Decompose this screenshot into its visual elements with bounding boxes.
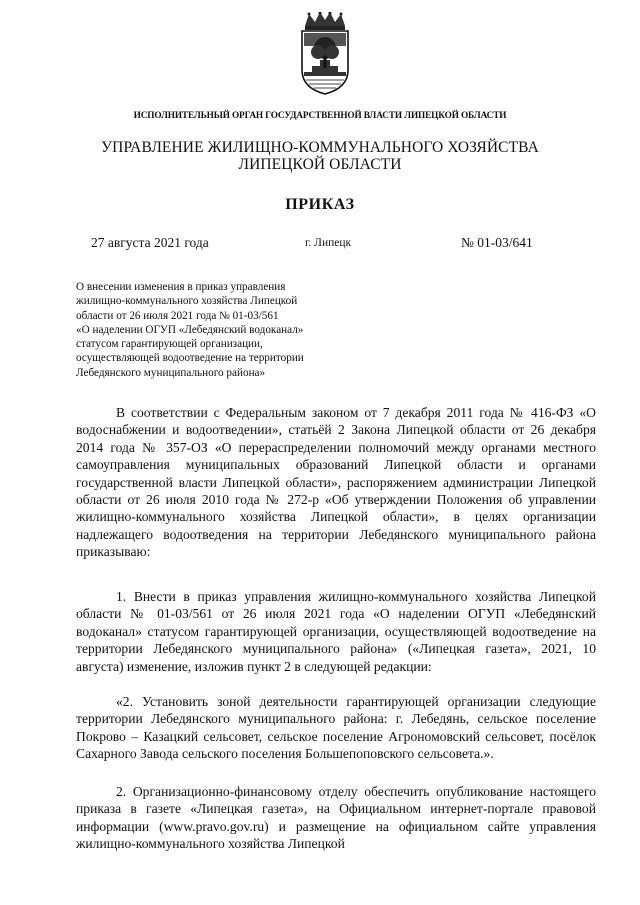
item-1-quote-paragraph — [76, 693, 596, 763]
order-date: 27 августа 2021 года — [91, 235, 209, 250]
subject-line: жилищно-коммунального хозяйства Липецкой — [76, 295, 298, 308]
subject-line: осуществляющей водоотведение на территории — [76, 352, 304, 365]
subject-line: О внесении изменения в приказ управления — [76, 281, 286, 293]
preamble-text: В соответствии с Федеральным законом от 7 декабря 2011 года № 416-ФЗ «О водоснабжении и водоотведении», статьёй 2 Закона Липецкой области от 26 декабря 2014 года № 357-ОЗ «О перераспределении полномочий между органами местного самоуправления муниципальных образований Липецкой области и органами государственной власти Липецкой области», распоряжением администрации Липецкой области от 26 июля 2010 года № 272-р «Об утверждении Положения об управлении жилищно-коммунального хозяйства Липецкой области», в целях организации надлежащего водоотведения на территории Лебедянского муниципального района приказываю: — [76, 405, 596, 560]
item-1-paragraph — [76, 588, 596, 675]
order-subject — [76, 280, 376, 380]
department-line-2: ЛИПЕЦКОЙ ОБЛАСТИ — [238, 156, 402, 173]
authority-name: ИСПОЛНИТЕЛЬНЫЙ ОРГАН ГОСУДАРСТВЕННОЙ ВЛАСТИ ЛИПЕЦКОЙ ОБЛАСТИ — [133, 111, 507, 121]
subject-line: «О наделении ОГУП «Лебедянский водоканал» — [76, 323, 304, 336]
preamble-paragraph — [76, 404, 596, 561]
item-2-paragraph — [76, 783, 596, 853]
order-city: г. Липецк — [305, 237, 352, 249]
document-title: ПРИКАЗ — [285, 196, 355, 213]
coat-of-arms-icon — [298, 12, 352, 96]
department-name — [0, 139, 640, 173]
subject-line: области от 26 июля 2021 года № 01-03/561 — [76, 309, 279, 322]
subject-line: статусом гарантирующей организации, — [76, 338, 263, 351]
item-1-quote-text: «2. Установить зоной деятельности гарантирующей организации следующие территории Лебедянского муниципального района: г. Лебедянь, сельское поселение Покрово – Казацкий сельсовет, сельское поселение Агрономовский сельсовет, посёлок Сахарного Завода сельского поселения Большепоповского сельсовета.». — [76, 694, 596, 762]
subject-line: Лебедянского муниципального района» — [76, 366, 266, 379]
department-line-1: УПРАВЛЕНИЕ ЖИЛИЩНО-КОММУНАЛЬНОГО ХОЗЯЙСТВА — [101, 139, 539, 156]
order-number: № 01-03/641 — [461, 235, 533, 250]
item-1-text: 1. Внести в приказ управления жилищно-коммунального хозяйства Липецкой области № 01-03/561 от 26 июля 2021 года «О наделении ОГУП «Лебедянский водоканал» статусом гарантирующей организации, осуществляющей водоотведение на территории Лебедянского муниципального района» («Липецкая газета», 2021, 10 августа) изменение, изложив пункт 2 в следующей редакции: — [76, 589, 596, 674]
item-2-text: 2. Организационно-финансовому отделу обеспечить опубликование настоящего приказа в газете «Липецкая газета», на Официальном интернет-портале правовой информации (www.pravo.gov.ru) и размещение на официальном сайте управления жилищно-коммунального хозяйства Липецкой — [76, 784, 596, 852]
